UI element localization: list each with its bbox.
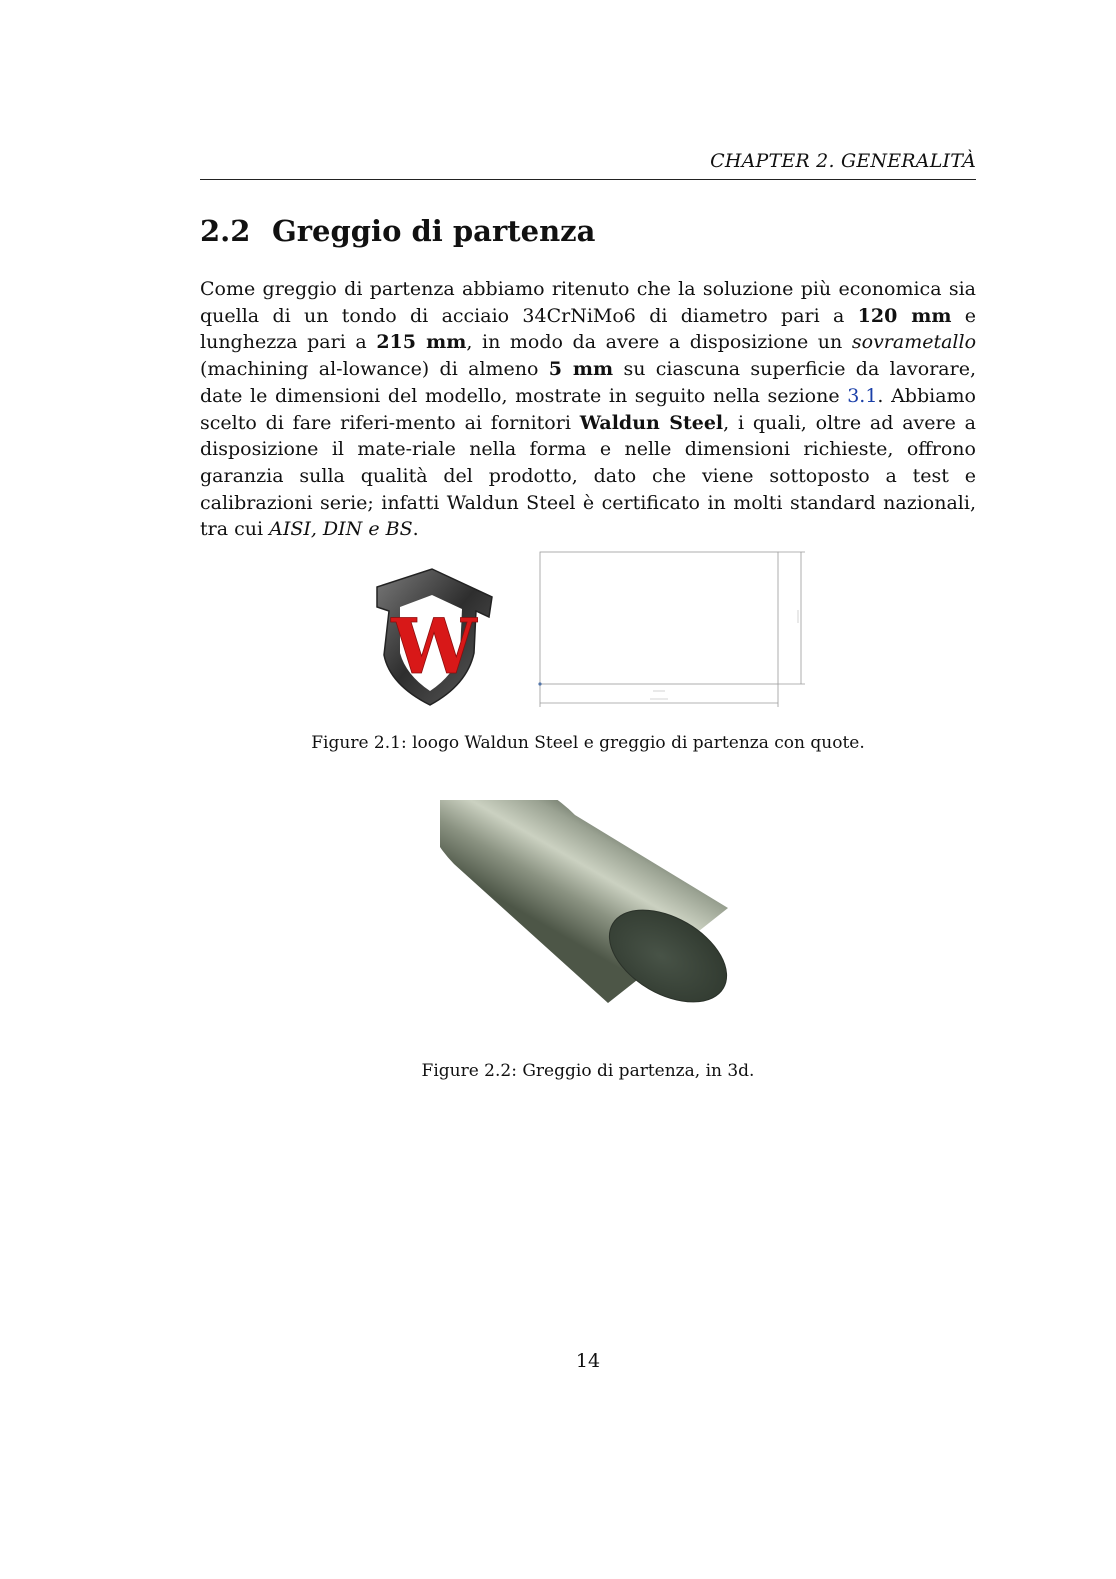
text-run: (machining al-lowance) di almeno bbox=[200, 358, 549, 381]
figure-logo-and-drawing bbox=[370, 545, 815, 715]
text-run: su ciascuna superficie da lavorare, date le dimensioni del modello, mostrate in seguito nella sezione bbox=[200, 358, 976, 407]
standards-list: AISI, DIN e BS bbox=[269, 518, 413, 541]
diameter-value: 120 mm bbox=[857, 304, 952, 327]
text-run: , i quali, oltre ad avere a disposizione il mate-riale nella forma e nelle dimensioni richieste, offrono garanzia sulla qualità del prodotto, dato che viene sottoposto a test e calibrazioni serie; infatti Waldun Steel è certificato in molti standard nazionali, tra cui bbox=[200, 411, 977, 541]
stock-outline bbox=[540, 552, 778, 684]
figure-3d-stock bbox=[440, 800, 740, 1050]
page-number: 14 bbox=[575, 1350, 601, 1372]
supplier-name: Waldun Steel bbox=[579, 411, 724, 434]
cylinder-stock bbox=[440, 800, 740, 1021]
section-title: Greggio di partenza bbox=[272, 214, 596, 248]
text-run: . Abbiamo scelto di fare riferi-mento ai fornitori bbox=[200, 384, 976, 434]
length-value: 215 mm bbox=[376, 331, 467, 354]
text-run: e lunghezza pari a bbox=[200, 304, 976, 354]
term-sovrametallo: sovrametallo bbox=[851, 331, 977, 354]
section-number: 2.2 bbox=[200, 214, 251, 248]
section-heading bbox=[200, 214, 595, 248]
text-run: , in modo da avere a disposizione un bbox=[466, 331, 852, 354]
figure-1-caption: Figure 2.1: loogo Waldun Steel e greggio di partenza con quote. bbox=[311, 733, 865, 753]
body-paragraph bbox=[200, 276, 976, 543]
origin-point bbox=[538, 682, 541, 685]
dimensioned-drawing bbox=[538, 552, 805, 707]
header-rule bbox=[200, 179, 976, 180]
running-head: CHAPTER 2. GENERALITÀ bbox=[710, 150, 976, 172]
text-run: Come greggio di partenza abbiamo ritenuto che la soluzione più economica sia quella di un tondo di acciaio 34CrNiMo6 di diametro pari a bbox=[200, 278, 976, 327]
section-reference-link[interactable]: 3.1 bbox=[847, 384, 878, 407]
figure-2-caption: Figure 2.2: Greggio di partenza, in 3d. bbox=[421, 1061, 755, 1081]
waldun-steel-logo bbox=[377, 569, 492, 705]
text-run: . bbox=[412, 518, 419, 541]
allowance-value: 5 mm bbox=[548, 358, 614, 381]
logo-letter: W bbox=[391, 602, 477, 691]
